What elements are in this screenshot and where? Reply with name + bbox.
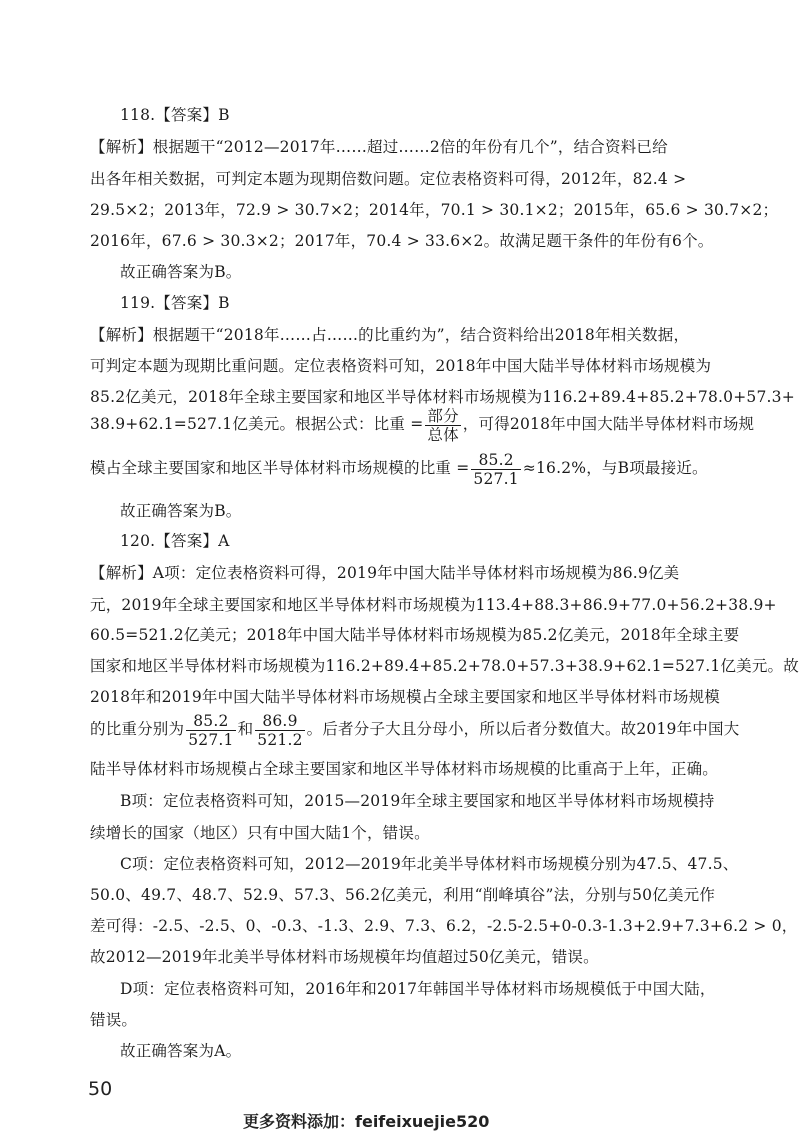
q118-line-2: 出各年相关数据，可判定本题为现期倍数问题。定位表格资料可得，2012年，82.4 > — [90, 170, 687, 188]
q120-b-line-2: 续增长的国家（地区）只有中国大陆1个，错误。 — [90, 824, 430, 842]
q119-header: 119.【答案】B — [120, 294, 230, 312]
q119-line-4 — [90, 406, 755, 444]
fraction-numerator: 86.9 — [262, 711, 298, 730]
q119-conclusion: 故正确答案为B。 — [120, 502, 242, 520]
fraction-2019 — [255, 712, 304, 749]
fraction-numerator: 85.2 — [478, 450, 514, 469]
fraction-numerator: 85.2 — [193, 711, 229, 730]
fraction-denominator: 521.2 — [257, 730, 303, 749]
q119-line-1: 【解析】根据题干“2018年……占……的比重约为”，结合资料给出2018年相关数据， — [90, 326, 690, 344]
q120-conclusion: 故正确答案为A。 — [120, 1042, 242, 1060]
q118-line-4: 2016年，67.6 > 30.3×2；2017年，70.4 > 33.6×2。故满足题干条件的年份有6个。 — [90, 232, 714, 250]
q120-c-line-3: 差可得：-2.5、-2.5、0、-0.3、-1.3、2.9、7.3、6.2，-2.5-2.5+0-0.3-1.3+2.9+7.3+6.2 > 0， — [90, 917, 798, 935]
q120-header: 120.【答案】A — [120, 532, 230, 550]
q119-line-4-post: ，可得2018年中国大陆半导体材料市场规 — [462, 415, 755, 433]
fraction-2018 — [186, 712, 235, 749]
fraction-2018-share — [471, 451, 520, 488]
q118-header: 118.【答案】B — [120, 106, 230, 124]
q119-line-4-pre: 38.9+62.1=527.1亿美元。根据公式：比重 = — [90, 415, 424, 433]
q119-line-5-pre: 模占全球主要国家和地区半导体材料市场规模的比重 = — [90, 459, 470, 477]
q120-line-7: 陆半导体材料市场规模占全球主要国家和地区半导体材料市场规模的比重高于上年，正确。 — [90, 760, 719, 778]
q120-c-line-4: 故2012—2019年北美半导体材料市场规模年均值超过50亿美元，错误。 — [90, 948, 599, 966]
q119-line-3: 85.2亿美元，2018年全球主要国家和地区半导体材料市场规模为116.2+89.4+85.2+78.0+57.3+ — [90, 388, 795, 406]
q120-line-6-mid: 和 — [237, 720, 254, 738]
q119-line-5-post: ≈16.2%，与B项最接近。 — [522, 459, 708, 477]
q118-line-3: 29.5×2；2013年，72.9 > 30.7×2；2014年，70.1 > 30.1×2；2015年，65.6 > 30.7×2； — [90, 201, 779, 219]
q118-conclusion: 故正确答案为B。 — [120, 263, 242, 281]
q120-line-1: 【解析】A项：定位表格资料可得，2019年中国大陆半导体材料市场规模为86.9亿美 — [90, 564, 680, 582]
footer-contact: 更多资料添加：feifeixuejie520 — [243, 1112, 490, 1131]
q120-d-line-1: D项：定位表格资料可知，2016年和2017年韩国半导体材料市场规模低于中国大陆， — [120, 980, 716, 998]
q120-line-5: 2018年和2019年中国大陆半导体材料市场规模占全球主要国家和地区半导体材料市场规模 — [90, 688, 720, 706]
fraction-part-over-total — [425, 407, 460, 444]
q119-line-5 — [90, 450, 720, 488]
fraction-numerator: 部分 — [427, 406, 459, 425]
q120-d-line-2: 错误。 — [90, 1011, 138, 1029]
fraction-denominator: 总体 — [427, 425, 459, 444]
q120-line-4: 国家和地区半导体材料市场规模为116.2+89.4+85.2+78.0+57.3+38.9+62.1=527.1亿美元。故 — [90, 657, 799, 675]
q120-c-line-2: 50.0、49.7、48.7、52.9、57.3、56.2亿美元，利用“削峰填谷”法，分别与50亿美元作 — [90, 886, 716, 904]
q120-b-line-1: B项：定位表格资料可知，2015—2019年全球主要国家和地区半导体材料市场规模持 — [120, 792, 715, 810]
q120-line-2: 元，2019年全球主要国家和地区半导体材料市场规模为113.4+88.3+86.9+77.0+56.2+38.9+ — [90, 596, 777, 614]
q120-c-line-1: C项：定位表格资料可知，2012—2019年北美半导体材料市场规模分别为47.5、47.5、 — [120, 855, 739, 873]
q120-line-3: 60.5=521.2亿美元；2018年中国大陆半导体材料市场规模为85.2亿美元，2018年全球主要 — [90, 626, 740, 644]
q120-line-6-pre: 的比重分别为 — [90, 720, 185, 738]
fraction-denominator: 527.1 — [188, 730, 234, 749]
page-number: 50 — [88, 1078, 113, 1100]
q120-line-6-post: 。后者分子大且分母小，所以后者分数值大。故2019年中国大 — [306, 720, 740, 738]
q120-line-6 — [90, 710, 740, 749]
q119-line-2: 可判定本题为现期比重问题。定位表格资料可知，2018年中国大陆半导体材料市场规模为 — [90, 357, 712, 375]
fraction-denominator: 527.1 — [473, 469, 519, 488]
q118-line-1: 【解析】根据题干“2012—2017年……超过……2倍的年份有几个”，结合资料已给 — [90, 138, 668, 156]
